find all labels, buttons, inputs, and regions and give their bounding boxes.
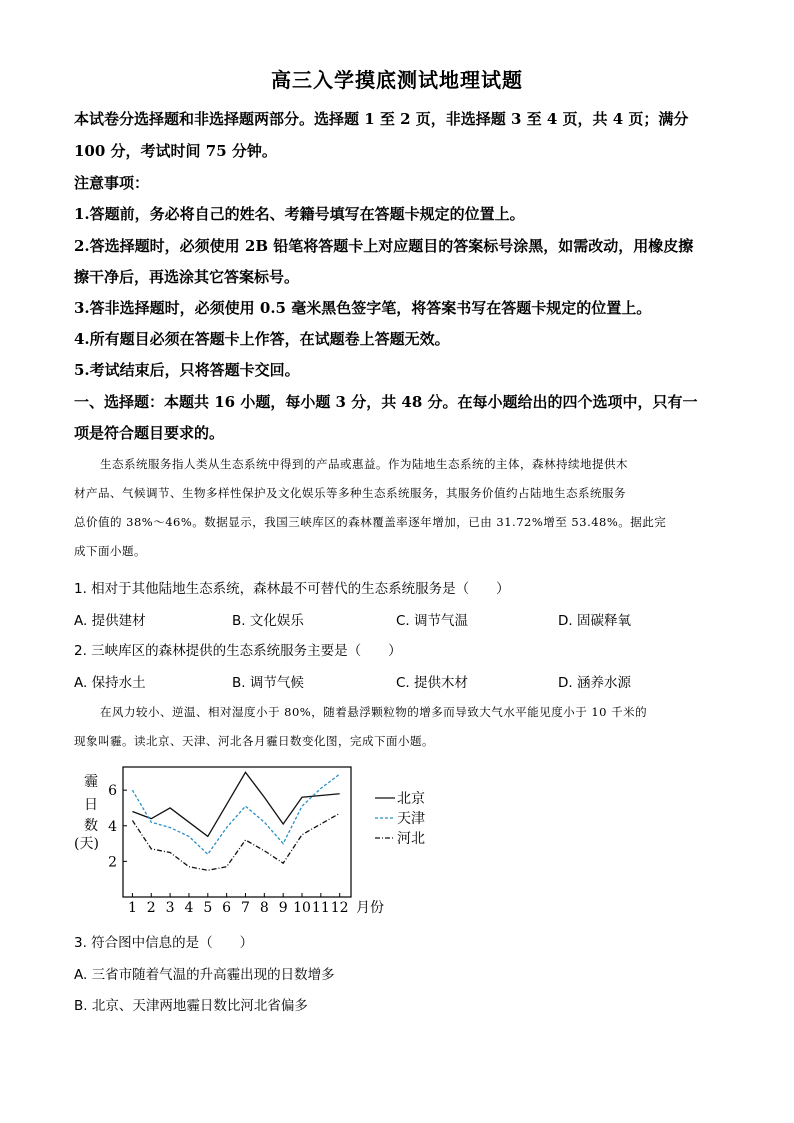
intro-line-2: 100 分，考试时间 75 分钟。 [74, 142, 277, 160]
series-line-1 [132, 772, 339, 836]
passage-2-line-1: 在风力较小、逆温、相对湿度小于 80%，随着悬浮颗粒物的增多而导致大气水平能见度小于 10 千米的 [100, 705, 648, 719]
question-3-stem: 3. 符合图中信息的是（ ） [74, 935, 254, 951]
x-tick-label: 2 [146, 900, 156, 916]
question-3-option-a: A. 三省市随着气温的升高霾出现的日数增多 [74, 967, 335, 983]
note-item-5: 5.考试结束后，只将答题卡交回。 [74, 361, 300, 379]
y-axis-label-char: 日 [84, 797, 98, 813]
legend-label: 天津 [397, 811, 425, 827]
notes-heading: 注意事项： [74, 174, 150, 192]
section-heading-line-1: 一、选择题：本题共 16 小题，每小题 3 分，共 48 分。在每小题给出的四个选项中，只有一 [74, 393, 698, 411]
note-item-2-cont: 擦干净后，再选涂其它答案标号。 [74, 268, 300, 286]
x-tick-label: 9 [278, 900, 288, 916]
chart-tick-labels [108, 783, 349, 916]
y-tick-label: 2 [108, 854, 117, 871]
question-1-option-a: A. 提供建材 [74, 613, 146, 629]
x-tick-label: 3 [165, 900, 175, 916]
chart-series-lines [132, 772, 339, 870]
y-tick-label: 6 [108, 783, 117, 800]
section-heading-line-2: 项是符合题目要求的。 [74, 424, 225, 442]
note-item-4: 4.所有题目必须在答题卡上作答，在试题卷上答题无效。 [74, 330, 450, 348]
series-line-3 [132, 813, 339, 870]
x-tick-label: 8 [259, 900, 269, 916]
x-tick-label: 1 [127, 900, 137, 916]
series-line-2 [132, 774, 339, 854]
question-2-option-d: D. 涵养水源 [558, 675, 631, 691]
x-tick-label: 6 [222, 900, 232, 916]
legend-label: 河北 [397, 831, 425, 847]
question-2-option-a: A. 保持水土 [74, 675, 146, 691]
question-1-option-d: D. 固碳释氧 [558, 613, 631, 629]
x-tick-label: 4 [184, 900, 194, 916]
legend-label: 北京 [397, 791, 425, 807]
note-item-2: 2.答选择题时，必须使用 2B 铅笔将答题卡上对应题目的答案标号涂黑，如需改动，用橡皮擦 [74, 237, 694, 255]
question-1-option-c: C. 调节气温 [396, 613, 469, 629]
note-item-3: 3.答非选择题时，必须使用 0.5 毫米黑色签字笔，将答案书写在答题卡规定的位置上。 [74, 299, 652, 317]
y-axis-label-char: 霾 [84, 774, 98, 790]
question-2-stem: 2. 三峡库区的森林提供的生态系统服务主要是（ ） [74, 643, 402, 659]
chart-legend [375, 791, 425, 847]
intro-line-1: 本试卷分选择题和非选择题两部分。选择题 1 至 2 页，非选择题 3 至 4 页，共 4 页；满分 [74, 110, 689, 128]
haze-days-chart [70, 764, 450, 922]
question-1-stem: 1. 相对于其他陆地生态系统，森林最不可替代的生态系统服务是（ ） [74, 581, 510, 597]
passage-2-line-2: 现象叫霾。读北京、天津、河北各月霾日数变化图，完成下面小题。 [74, 734, 434, 748]
question-1-option-b: B. 文化娱乐 [232, 613, 304, 629]
note-item-1: 1.答题前，务必将自己的姓名、考籍号填写在答题卡规定的位置上。 [74, 205, 525, 223]
y-axis-label-char: 数 [84, 818, 98, 834]
page-title: 高三入学摸底测试地理试题 [271, 68, 523, 92]
x-tick-label: 12 [330, 900, 349, 916]
y-tick-label: 4 [108, 818, 117, 835]
passage-1-line-3: 总价值的 38%～46%。数据显示，我国三峡库区的森林覆盖率逐年增加，已由 31.72%增至 53.48%。据此完 [74, 515, 667, 529]
question-2-option-b: B. 调节气候 [232, 675, 304, 691]
x-tick-label: 11 [311, 900, 330, 916]
x-tick-label: 10 [293, 900, 311, 916]
question-2-option-c: C. 提供木材 [396, 675, 469, 691]
chart-y-axis-label [74, 774, 99, 852]
chart-x-axis-label: 月份 [356, 900, 384, 916]
passage-1-line-1: 生态系统服务指人类从生态系统中得到的产品或惠益。作为陆地生态系统的主体，森林持续地提供木 [100, 457, 628, 471]
passage-1-line-4: 成下面小题。 [74, 544, 146, 558]
passage-1-line-2: 材产品、气候调节、生物多样性保护及文化娱乐等多种生态系统服务，其服务价值约占陆地生态系统服务 [74, 486, 626, 500]
x-tick-label: 7 [241, 900, 250, 916]
x-tick-label: 5 [203, 900, 213, 916]
y-axis-label-char: (天) [74, 836, 99, 852]
question-3-option-b: B. 北京、天津两地霾日数比河北省偏多 [74, 998, 308, 1014]
